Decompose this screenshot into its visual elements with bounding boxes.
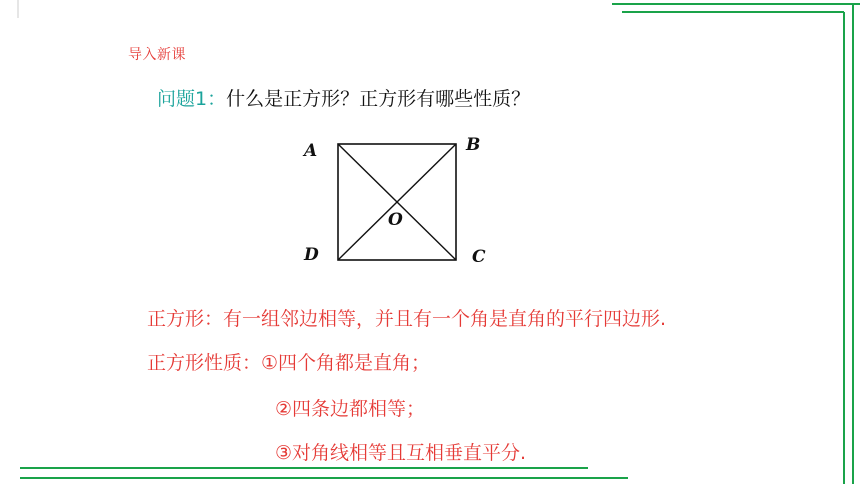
question-line <box>157 84 530 111</box>
square-figure <box>290 128 510 278</box>
vertex-label-d: D <box>304 245 319 265</box>
square-property-2: ②四条边都相等； <box>275 398 426 420</box>
vertex-label-c: C <box>472 247 486 267</box>
center-label-o: O <box>388 210 403 230</box>
square-definition: 正方形：有一组邻边相等，并且有一个角是直角的平行四边形. <box>147 308 667 330</box>
vertex-label-b: B <box>466 135 481 155</box>
section-title: 导入新课 <box>128 47 186 63</box>
square-property-3: ③对角线相等且互相垂直平分. <box>275 442 527 464</box>
question-label: 问题1： <box>157 88 227 110</box>
vertex-label-a: A <box>304 141 318 161</box>
question-text: 什么是正方形？正方形有哪些性质？ <box>226 88 531 110</box>
square-properties-title: 正方形性质：①四个角都是直角； <box>147 352 431 374</box>
